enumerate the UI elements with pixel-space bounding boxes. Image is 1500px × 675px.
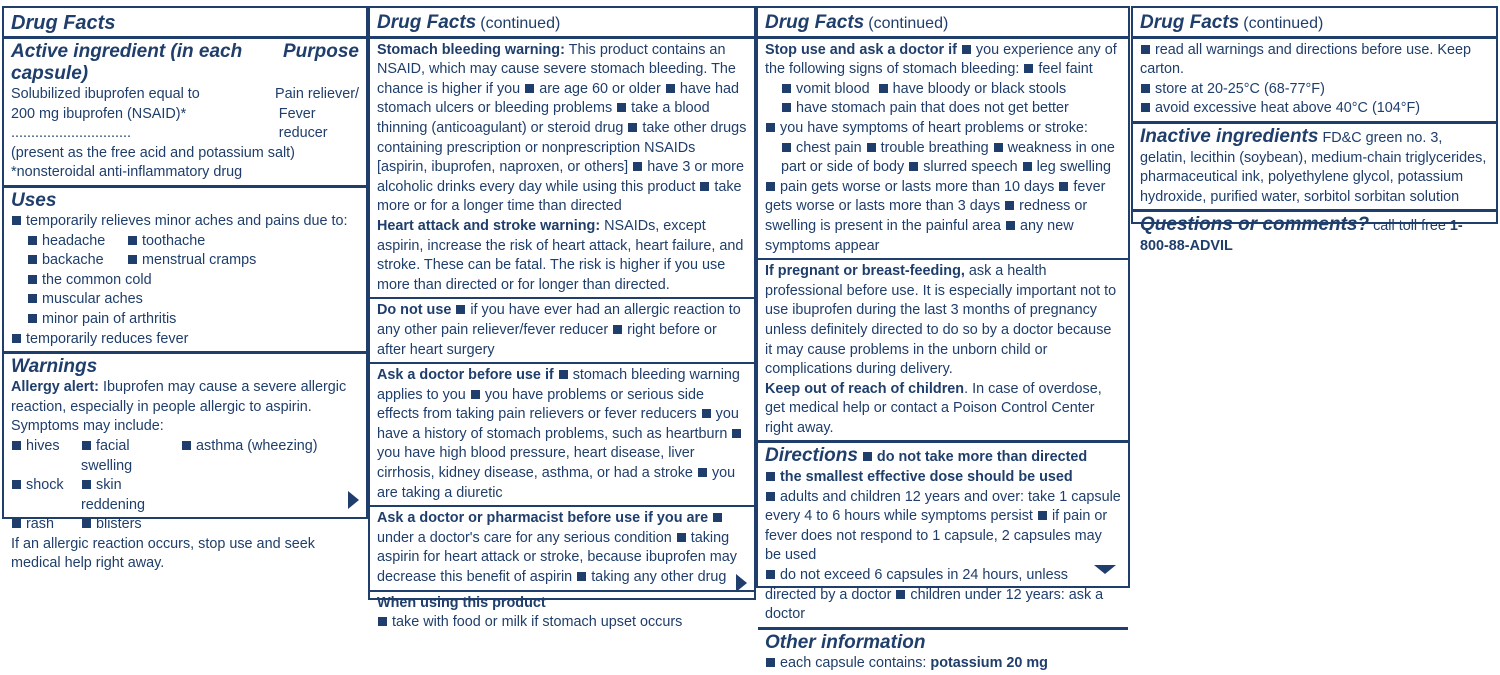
bullet-icon bbox=[698, 468, 707, 477]
bullet-icon bbox=[12, 216, 21, 225]
bullet-icon bbox=[28, 255, 37, 264]
heart-symptom: chest pain bbox=[796, 139, 862, 156]
bullet-icon bbox=[28, 294, 37, 303]
pregnancy-section bbox=[758, 258, 1128, 440]
active-line-1: Solubilized ibuprofen equal to bbox=[11, 86, 200, 102]
questions-phone: 1-800-88-ADVIL bbox=[1140, 218, 1463, 254]
stop-use-more: fever gets worse or lasts more than 3 days bbox=[765, 178, 1106, 215]
heart-symptom: slurred speech bbox=[923, 159, 1018, 176]
bullet-icon bbox=[12, 334, 21, 343]
symptom: facial swelling bbox=[81, 437, 133, 474]
bullet-icon bbox=[28, 314, 37, 323]
directions-item: adults and children 12 years and over: take 1 capsule every 4 to 6 hours while symptoms persist bbox=[765, 488, 1121, 525]
bullet-icon bbox=[525, 84, 534, 93]
other-information-bold: potassium 20 mg bbox=[930, 654, 1048, 671]
active-ingredient-section bbox=[4, 36, 366, 185]
symptom: hives bbox=[11, 437, 81, 476]
continue-arrow-icon bbox=[736, 574, 747, 592]
bullet-icon bbox=[1141, 45, 1150, 54]
bullet-icon bbox=[12, 441, 21, 450]
symptom: rash bbox=[11, 515, 81, 535]
drug-facts-panel-1 bbox=[2, 6, 368, 572]
bullet-icon bbox=[896, 590, 905, 599]
bullet-icon bbox=[782, 84, 791, 93]
bullet-icon bbox=[782, 143, 791, 152]
warnings-section bbox=[4, 351, 366, 576]
other-information-heading: Other information bbox=[765, 631, 926, 653]
directions-item: children under 12 years: ask a doctor bbox=[765, 586, 1104, 623]
drug-facts-panel-3 bbox=[756, 6, 1130, 671]
symptom: asthma (wheezing) bbox=[181, 437, 359, 476]
other-information-text: each capsule contains: bbox=[780, 654, 931, 671]
heart-symptom: trouble breathing bbox=[880, 139, 989, 156]
bullet-icon bbox=[28, 236, 37, 245]
stop-use-sub: have stomach pain that does not get better bbox=[796, 100, 1069, 117]
stop-use-label: Stop use and ask a doctor if bbox=[765, 41, 957, 58]
panel-4-title: Drug Facts bbox=[1140, 12, 1240, 33]
storage-item: avoid excessive heat above 40°C (104°F) bbox=[1140, 99, 1489, 119]
ask-doctor-section bbox=[370, 362, 754, 505]
bullet-icon bbox=[766, 472, 775, 481]
bullet-icon bbox=[617, 103, 626, 112]
ask-pharmacist-item: under a doctor's care for any serious condition bbox=[377, 529, 672, 546]
inactive-ingredients-section bbox=[1133, 121, 1496, 209]
bullet-icon bbox=[1141, 103, 1150, 112]
bullet-icon bbox=[713, 513, 722, 522]
ask-doctor-item: you have high blood pressure, heart disease, liver cirrhosis, kidney disease, asthma, or had a stroke bbox=[377, 445, 695, 482]
stop-use-more: any new symptoms appear bbox=[765, 217, 1074, 254]
panel-4-continued: (continued) bbox=[1243, 15, 1324, 32]
ask-doctor-item: you have problems or serious side effects from taking pain relievers or fever reducers bbox=[377, 386, 704, 423]
active-line-4: *nonsteroidal anti-inflammatory drug bbox=[11, 164, 243, 181]
bullet-icon bbox=[128, 255, 137, 264]
purpose-2: Fever reducer bbox=[278, 105, 328, 142]
questions-text: call toll free bbox=[1373, 218, 1450, 235]
purpose-heading: Purpose bbox=[282, 41, 359, 62]
bullet-icon bbox=[456, 305, 465, 314]
questions-section bbox=[1133, 209, 1496, 258]
allergy-alert: Allergy alert: Ibuprofen may cause a severe allergic reaction, especially in people allergic to aspirin. Symptoms may include: bbox=[11, 379, 347, 435]
stop-use-section bbox=[758, 36, 1128, 259]
ask-doctor-item: you have a history of stomach problems, such as heartburn bbox=[377, 406, 739, 442]
bullet-icon bbox=[1141, 84, 1150, 93]
directions-item: do not exceed 6 capsules in 24 hours, unless directed by a doctor bbox=[765, 567, 1069, 603]
bullet-icon bbox=[867, 143, 876, 152]
panel-3-title-section bbox=[758, 8, 1128, 36]
bullet-icon bbox=[633, 162, 642, 171]
ask-doctor-item: you are taking a diuretic bbox=[377, 465, 736, 501]
panel-2-continued: (continued) bbox=[480, 15, 561, 32]
storage-item: store at 20-25°C (68-77°F) bbox=[1140, 80, 1489, 100]
do-not-use-section bbox=[370, 297, 754, 362]
bullet-icon bbox=[82, 480, 91, 489]
bullet-icon bbox=[879, 84, 888, 93]
bullet-icon bbox=[702, 409, 711, 418]
active-ingredient-heading: Active ingredient (in each capsule) bbox=[11, 41, 243, 84]
directions-item: if pain or fever does not respond to 1 capsule, 2 capsules may be used bbox=[765, 508, 1108, 564]
bullet-icon bbox=[766, 123, 775, 132]
active-line-3: (present as the free acid and potassium salt) bbox=[11, 144, 295, 161]
bullet-icon bbox=[1005, 201, 1014, 210]
uses-item: menstrual cramps bbox=[127, 251, 359, 271]
questions-heading: Questions or comments? bbox=[1140, 214, 1370, 236]
panel-3-title: Drug Facts bbox=[765, 12, 865, 33]
bullet-icon bbox=[909, 162, 918, 171]
stomach-warning-section bbox=[370, 36, 754, 298]
bullet-icon bbox=[128, 236, 137, 245]
ask-pharmacist-section bbox=[370, 505, 754, 589]
inactive-ingredients-heading: Inactive ingredients bbox=[1140, 125, 1319, 147]
uses-item: backache bbox=[27, 251, 127, 271]
active-line-2: 200 mg ibuprofen (NSAID)* .............................. bbox=[11, 105, 187, 142]
heart-symptom: weakness in one part or side of body bbox=[781, 139, 1115, 176]
bullet-icon bbox=[766, 570, 775, 579]
bullet-icon bbox=[82, 519, 91, 528]
ask-pharmacist-label: Ask a doctor or pharmacist before use if you are bbox=[377, 510, 709, 527]
inactive-ingredients-text: FD&C green no. 3, gelatin, lecithin (soybean), medium-chain triglycerides, pharmaceutical ink, polyethylene glycol, potassium hydroxide, purified water, sorbitol sorbitan solution bbox=[1140, 129, 1487, 205]
stop-use-sub: have bloody or black stools bbox=[892, 80, 1067, 97]
bullet-icon bbox=[1023, 162, 1032, 171]
directions-heading: Directions bbox=[765, 445, 858, 467]
continue-down-arrow-icon bbox=[1094, 565, 1116, 574]
directions-bold: do not take more than directed bbox=[876, 449, 1088, 466]
keep-out-of-reach: Keep out of reach of children. In case of overdose, get medical help or contact a Poison Control Center right away. bbox=[765, 380, 1102, 436]
bullet-icon bbox=[766, 492, 775, 501]
stop-use-sub: vomit blood bbox=[796, 80, 870, 97]
uses-section bbox=[4, 185, 366, 351]
bullet-icon bbox=[577, 572, 586, 581]
bullet-icon bbox=[677, 533, 686, 542]
ask-doctor-item: stomach bleeding warning applies to you bbox=[377, 367, 740, 403]
uses-heading: Uses bbox=[11, 189, 57, 211]
do-not-use-item: if you have ever had an allergic reaction to any other pain reliever/fever reducer bbox=[377, 302, 741, 338]
bullet-icon bbox=[628, 123, 637, 132]
warnings-heading: Warnings bbox=[11, 356, 98, 378]
storage-item: read all warnings and directions before use. Keep carton. bbox=[1140, 41, 1471, 78]
directions-bold: the smallest effective dose should be used bbox=[780, 469, 1073, 486]
bullet-icon bbox=[12, 519, 21, 528]
stop-use-sub: feel faint bbox=[1038, 61, 1093, 78]
panel-1-title-section bbox=[4, 8, 366, 36]
storage-section bbox=[1133, 36, 1496, 121]
stop-use-more: redness or swelling is present in the painful area bbox=[765, 198, 1088, 234]
other-information-section bbox=[758, 627, 1128, 675]
drug-facts-panel-4 bbox=[1131, 6, 1498, 254]
stomach-warning: Stomach bleeding warning: This product contains an NSAID, which may cause severe stomach bleeding. The chance is higher if you are age 60 or older have had stomach ulcers or bleeding problems take a blood thinning (anticoagulant) or steroid drug take other drugs containing prescription or nonprescription NSAIDs [aspirin, ibuprofen, naproxen, or others] have 3 or more alcoholic drinks every day while using this product take more or for a longer time than directed bbox=[377, 41, 747, 215]
pregnancy-warning: If pregnant or breast-feeding, ask a health professional before use. It is especially important not to use ibuprofen during the last 3 months of pregnancy unless definitely directed to do so by a doctor because it may cause problems in the unborn child or complications during delivery. bbox=[765, 263, 1117, 378]
uses-item: minor pain of arthritis bbox=[11, 310, 359, 330]
purpose-1: Pain reliever/ bbox=[275, 86, 359, 102]
symptom: blisters bbox=[81, 515, 181, 535]
when-using-label: When using this product bbox=[377, 594, 546, 611]
directions-section bbox=[758, 440, 1128, 626]
panel-4-title-section bbox=[1133, 8, 1496, 36]
uses-item: the common cold bbox=[11, 271, 359, 291]
bullet-icon bbox=[732, 429, 741, 438]
bullet-icon bbox=[700, 182, 709, 191]
heart-warning: Heart attack and stroke warning: NSAIDs, except aspirin, increase the risk of heart attack, heart failure, and stroke. These can be fatal. The risk is higher if you use more than directed or for longer than directed. bbox=[377, 217, 744, 293]
uses-item: muscular aches bbox=[11, 290, 359, 310]
drug-facts-panel-2 bbox=[368, 6, 756, 631]
stop-use-item: you experience any of the following signs of stomach bleeding: bbox=[765, 41, 1117, 78]
bullet-icon bbox=[766, 182, 775, 191]
bullet-icon bbox=[182, 441, 191, 450]
do-not-use-label: Do not use bbox=[377, 302, 452, 319]
bullet-icon bbox=[994, 143, 1003, 152]
uses-item: headache bbox=[27, 232, 127, 252]
do-not-use-item: right before or after heart surgery bbox=[377, 321, 717, 358]
stop-use-item: you have symptoms of heart problems or stroke: bbox=[780, 119, 1088, 136]
symptom: shock bbox=[11, 476, 81, 515]
bullet-icon bbox=[471, 390, 480, 399]
uses-item: toothache bbox=[127, 232, 359, 252]
ask-pharmacist-item: taking any other drug bbox=[591, 569, 727, 586]
bullet-icon bbox=[666, 84, 675, 93]
bullet-icon bbox=[28, 275, 37, 284]
bullet-icon bbox=[1038, 511, 1047, 520]
bullet-icon bbox=[782, 103, 791, 112]
bullet-icon bbox=[766, 658, 775, 667]
bullet-icon bbox=[1024, 64, 1033, 73]
when-using-section bbox=[370, 590, 754, 635]
bullet-icon bbox=[863, 452, 872, 461]
continue-arrow-icon bbox=[348, 491, 359, 509]
bullet-icon bbox=[82, 441, 91, 450]
panel-2-title: Drug Facts bbox=[377, 12, 477, 33]
stop-use-more: pain gets worse or lasts more than 10 days bbox=[780, 178, 1055, 195]
bullet-icon bbox=[12, 480, 21, 489]
uses-intro: temporarily relieves minor aches and pains due to: bbox=[26, 212, 348, 229]
panel-1-title: Drug Facts bbox=[11, 12, 116, 34]
bullet-icon bbox=[1059, 182, 1068, 191]
panel-2-title-section bbox=[370, 8, 754, 36]
panel-3-continued: (continued) bbox=[868, 15, 949, 32]
ask-pharmacist-item: taking aspirin for heart attack or stroke, because ibuprofen may decrease this benefit of aspirin bbox=[377, 529, 737, 586]
bullet-icon bbox=[559, 370, 568, 379]
bullet-icon bbox=[962, 45, 971, 54]
bullet-icon bbox=[613, 325, 622, 334]
heart-symptom: leg swelling bbox=[1036, 159, 1111, 176]
symptom: skin reddening bbox=[81, 477, 146, 513]
bullet-icon bbox=[1006, 221, 1015, 230]
when-using-item: take with food or milk if stomach upset occurs bbox=[392, 614, 683, 631]
uses-fever: temporarily reduces fever bbox=[11, 330, 359, 350]
bullet-icon bbox=[378, 617, 387, 626]
ask-doctor-label: Ask a doctor before use if bbox=[377, 367, 554, 384]
allergy-end: If an allergic reaction occurs, stop use and seek medical help right away. bbox=[11, 535, 315, 572]
